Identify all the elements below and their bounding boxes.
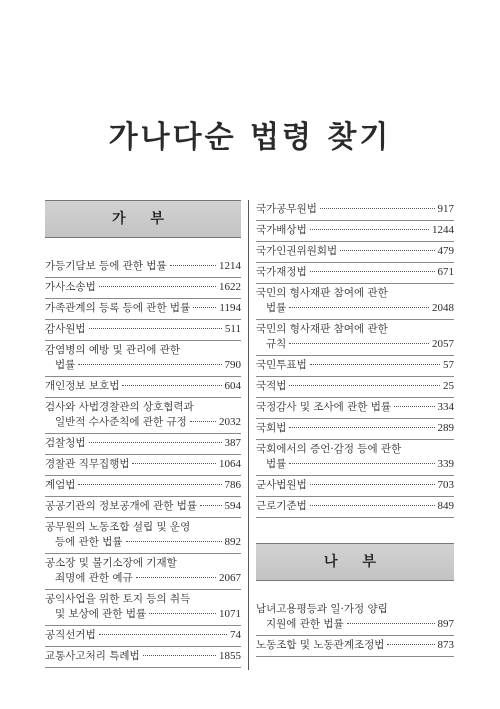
- law-title: 공직선거법: [45, 629, 96, 641]
- law-title: 공익사업을 위한 토지 등의 취득: [45, 593, 191, 605]
- law-title: 감사원법: [45, 323, 86, 335]
- page-number: 604: [224, 380, 241, 392]
- left-column: [45, 200, 241, 668]
- page-number: 339: [437, 458, 454, 470]
- law-entry[interactable]: [45, 647, 241, 668]
- law-title: 검찰청법: [45, 437, 86, 449]
- law-title: 공무원의 노동조합 설립 및 운영: [45, 521, 191, 533]
- page-number: 594: [224, 500, 241, 512]
- page-number: 1064: [219, 458, 241, 470]
- page-number: 897: [437, 618, 454, 630]
- law-title: 규칙: [266, 338, 287, 350]
- entry-list-ga-left: [45, 257, 241, 668]
- dot-leader: [190, 421, 216, 422]
- law-title: 국가배상법: [256, 224, 307, 236]
- dot-leader: [89, 442, 222, 443]
- page-number: 1214: [219, 260, 241, 272]
- dot-leader: [310, 484, 435, 485]
- page-number: 1071: [219, 608, 241, 620]
- dot-leader: [394, 406, 434, 407]
- dot-leader: [132, 463, 216, 464]
- page-number: 2032: [219, 416, 241, 428]
- law-entry[interactable]: [45, 455, 241, 476]
- law-entry[interactable]: [45, 377, 241, 398]
- law-title: 법률: [266, 458, 287, 470]
- page-number: 479: [437, 245, 454, 257]
- law-title: 국회법: [256, 422, 287, 434]
- dot-leader: [289, 385, 440, 386]
- dot-leader: [310, 364, 440, 365]
- page-number: 25: [443, 380, 454, 392]
- law-title: 국적법: [256, 380, 287, 392]
- section-header-na: 나 부: [256, 543, 454, 581]
- page-number: 849: [437, 500, 454, 512]
- dot-leader: [310, 229, 429, 230]
- law-entry[interactable]: [45, 476, 241, 497]
- law-title: 죄명에 관한 예규: [55, 572, 133, 584]
- page-number: 790: [224, 359, 241, 371]
- page-number: 1194: [219, 302, 241, 314]
- page-number: 873: [437, 639, 454, 651]
- law-entry[interactable]: [45, 626, 241, 647]
- law-title: 국정감사 및 조사에 관한 법률: [256, 401, 392, 413]
- dot-leader: [310, 505, 435, 506]
- law-title: 가등기담보 등에 관한 법률: [45, 260, 167, 272]
- page-title: 가나다순 법령 찾기: [108, 120, 392, 155]
- law-entry[interactable]: [45, 518, 241, 554]
- dot-leader: [170, 265, 216, 266]
- law-title: 계엄법: [45, 479, 76, 491]
- law-title: 국민투표법: [256, 359, 307, 371]
- page-number: 1622: [219, 281, 241, 293]
- dot-leader: [310, 271, 435, 272]
- law-entry[interactable]: [256, 377, 454, 398]
- page-number: 1244: [432, 224, 454, 236]
- page-number: 703: [437, 479, 454, 491]
- dot-leader: [200, 505, 221, 506]
- dot-leader: [289, 463, 434, 464]
- page-number: 917: [437, 203, 454, 215]
- law-entry[interactable]: [256, 476, 454, 497]
- column-divider: [248, 200, 249, 670]
- law-entry[interactable]: [256, 419, 454, 440]
- dot-leader: [347, 623, 435, 624]
- page-number: 2057: [432, 338, 454, 350]
- dot-leader: [99, 286, 216, 287]
- law-entry[interactable]: [45, 257, 241, 278]
- dot-leader: [387, 644, 434, 645]
- dot-leader: [122, 385, 221, 386]
- dot-leader: [193, 307, 216, 308]
- section-header-ga: 가 부: [45, 200, 241, 238]
- dot-leader: [149, 613, 216, 614]
- page-number: 511: [224, 323, 241, 335]
- law-entry[interactable]: [256, 200, 454, 221]
- dot-leader: [78, 484, 221, 485]
- dot-leader: [320, 208, 435, 209]
- page-number: 2048: [432, 302, 454, 314]
- page-number: 74: [230, 629, 241, 641]
- page-number: 786: [224, 479, 241, 491]
- law-entry[interactable]: [45, 590, 241, 626]
- law-entry[interactable]: [256, 263, 454, 284]
- law-title: 공소장 및 불기소장에 기재할: [45, 557, 177, 569]
- law-entry[interactable]: [45, 299, 241, 320]
- dot-leader: [289, 343, 429, 344]
- law-entry[interactable]: [45, 320, 241, 341]
- law-entry[interactable]: [256, 221, 454, 242]
- law-title: 근로기준법: [256, 500, 307, 512]
- law-title: 일반적 수사준칙에 관한 규정: [55, 416, 187, 428]
- law-entry[interactable]: [256, 440, 454, 476]
- law-entry[interactable]: [45, 554, 241, 590]
- right-column: [256, 200, 454, 657]
- dot-leader: [99, 634, 227, 635]
- law-title: 국가재정법: [256, 266, 307, 278]
- page-number: 387: [224, 437, 241, 449]
- law-title: 공공기관의 정보공개에 관한 법률: [45, 500, 198, 512]
- entry-list-ga-right: [256, 200, 454, 518]
- law-title: 노동조합 및 노동관계조정법: [256, 639, 385, 651]
- law-title: 가족관계의 등록 등에 관한 법률: [45, 302, 191, 314]
- law-entry[interactable]: [45, 398, 241, 434]
- dot-leader: [289, 427, 434, 428]
- law-title: 국가공무원법: [256, 203, 317, 215]
- dot-leader: [143, 655, 216, 656]
- page-number: 334: [437, 401, 454, 413]
- law-title: 국민의 형사재판 참여에 관한: [256, 287, 388, 299]
- law-title: 법률: [55, 359, 76, 371]
- law-entry[interactable]: [256, 636, 454, 657]
- law-entry[interactable]: [256, 320, 454, 356]
- law-entry[interactable]: [256, 497, 454, 518]
- page-number: 57: [443, 359, 454, 371]
- dot-leader: [136, 577, 216, 578]
- law-entry[interactable]: [45, 341, 241, 377]
- law-title: 개인정보 보호법: [45, 380, 120, 392]
- law-title: 군사법원법: [256, 479, 307, 491]
- dot-leader: [126, 541, 222, 542]
- law-entry[interactable]: [256, 398, 454, 419]
- entry-list-na: [256, 600, 454, 657]
- law-title: 국가인권위원회법: [256, 245, 338, 257]
- law-entry[interactable]: [256, 356, 454, 377]
- law-title: 남녀고용평등과 일·가정 양립: [256, 603, 388, 615]
- law-title: 검사와 사법경찰관의 상호협력과: [45, 401, 194, 413]
- law-title: 경찰관 직무집행법: [45, 458, 130, 470]
- page-number: 892: [224, 536, 241, 548]
- law-title: 교통사고처리 특례법: [45, 650, 140, 662]
- law-title: 및 보상에 관한 법률: [55, 608, 147, 620]
- law-entry[interactable]: [45, 497, 241, 518]
- law-entry[interactable]: [45, 434, 241, 455]
- law-entry[interactable]: [256, 242, 454, 263]
- law-entry[interactable]: [256, 600, 454, 636]
- dot-leader: [78, 364, 221, 365]
- law-entry[interactable]: [45, 278, 241, 299]
- law-title: 국회에서의 증언·감정 등에 관한: [256, 443, 402, 455]
- law-entry[interactable]: [256, 284, 454, 320]
- law-title: 감염병의 예방 및 관리에 관한: [45, 344, 181, 356]
- page-number: 671: [437, 266, 454, 278]
- law-title: 법률: [266, 302, 287, 314]
- law-title: 지원에 관한 법률: [266, 618, 344, 630]
- dot-leader: [289, 307, 429, 308]
- page-number: 289: [437, 422, 454, 434]
- law-title: 국민의 형사재판 참여에 관한: [256, 323, 388, 335]
- dot-leader: [89, 328, 222, 329]
- law-title: 등에 관한 법률: [55, 536, 123, 548]
- dot-leader: [340, 250, 434, 251]
- law-title: 가사소송법: [45, 281, 96, 293]
- page-number: 1855: [219, 650, 241, 662]
- page-number: 2067: [219, 572, 241, 584]
